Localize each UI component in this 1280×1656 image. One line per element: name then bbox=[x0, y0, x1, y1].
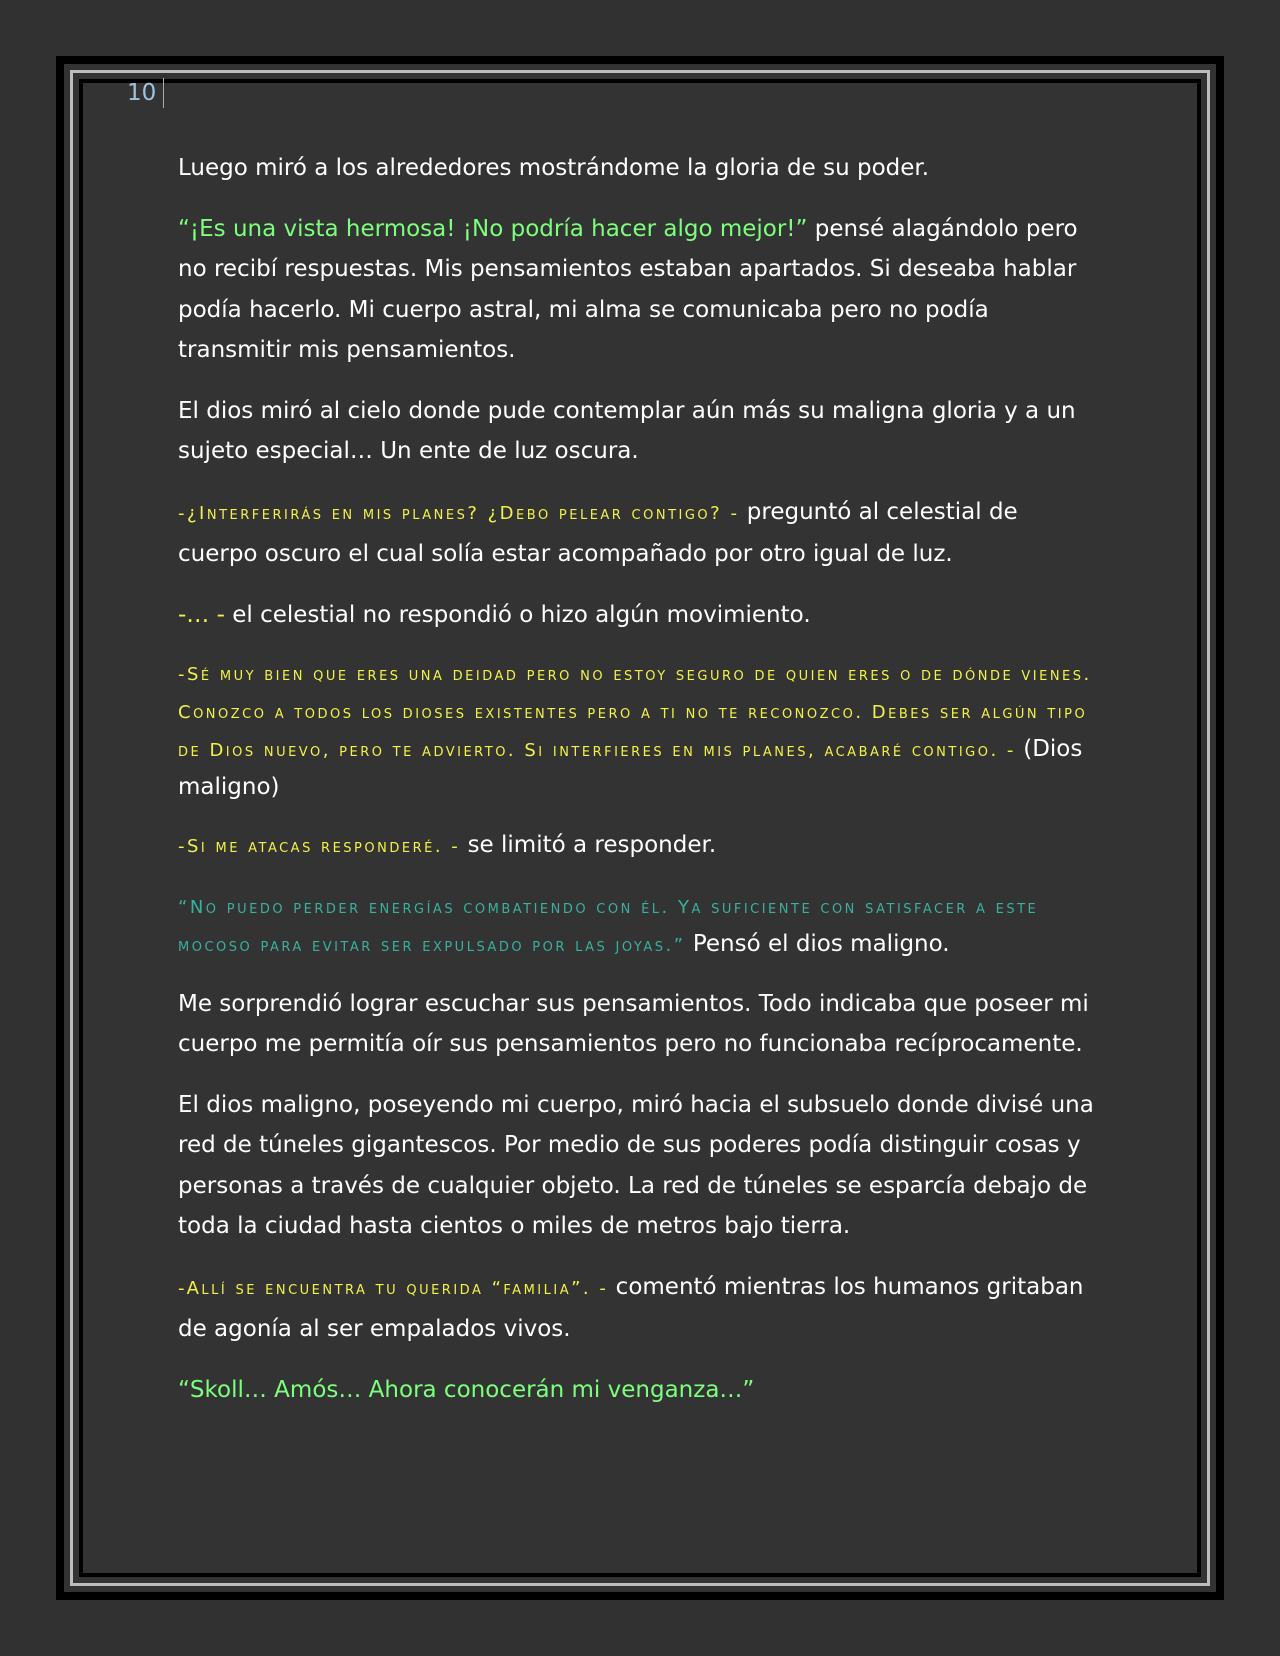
paragraph bbox=[178, 655, 1102, 805]
page-content bbox=[178, 148, 1102, 1430]
narration-text: (Dios maligno) bbox=[178, 736, 1083, 800]
thought-text: “¡Es una vista hermosa! ¡No podría hacer algo mejor!” bbox=[178, 215, 808, 242]
paragraph bbox=[178, 391, 1102, 472]
thought-text: “No puedo perder energías combatiendo con él. Ya suficiente con satisfacer a este mocoso para evitar ser expulsado por las joyas.” bbox=[178, 896, 1039, 956]
paragraph bbox=[178, 209, 1102, 371]
paragraph bbox=[178, 1267, 1102, 1350]
paragraph bbox=[178, 1370, 1102, 1411]
paragraph bbox=[178, 888, 1102, 964]
narration-text: El dios miró al cielo donde pude contemplar aún más su maligna gloria y a un sujeto especial… Un ente de luz oscura. bbox=[178, 397, 1076, 464]
narration-text: El dios maligno, poseyendo mi cuerpo, miró hacia el subsuelo donde divisé una red de túneles gigantescos. Por medio de sus poderes podía distinguir cosas y personas a través de cualquier objeto. La red de túneles se esparcía debajo de toda la ciudad hasta cientos o miles de metros bajo tierra. bbox=[178, 1091, 1094, 1239]
narration-text: pensé alagándolo pero no recibí respuestas. Mis pensamientos estaban apartados. Si deseaba hablar podía hacerlo. Mi cuerpo astral, mi alma se comunicaba pero no podía transmitir mis pensamientos. bbox=[178, 215, 1078, 363]
narration-text: preguntó al celestial de cuerpo oscuro el cual solía estar acompañado por otro igual de luz. bbox=[178, 498, 1018, 567]
dialogue-text: -… - bbox=[178, 601, 225, 628]
narration-text: Luego miró a los alrededores mostrándome la gloria de su poder. bbox=[178, 155, 930, 181]
paragraph bbox=[178, 1085, 1102, 1247]
paragraph bbox=[178, 492, 1102, 575]
dialogue-text: -Si me atacas responderé. - bbox=[178, 836, 461, 857]
dialogue-text: -Allí se encuentra tu querida “familia”. - bbox=[178, 1277, 609, 1299]
narration-text: se limitó a responder. bbox=[460, 832, 717, 858]
paragraph bbox=[178, 825, 1102, 868]
paragraph bbox=[178, 984, 1102, 1065]
thought-text: “Skoll… Amós… Ahora conocerán mi venganza…” bbox=[178, 1376, 755, 1403]
narration-text: Me sorprendió lograr escuchar sus pensamientos. Todo indicaba que poseer mi cuerpo me permitía oír sus pensamientos pero no funcionaba recíprocamente. bbox=[178, 990, 1089, 1057]
dialogue-text: -Sé muy bien que eres una deidad pero no estoy seguro de quien eres o de dónde vienes. Conozco a todos los dioses existentes pero a ti no te reconozco. Debes ser algún tipo de Dios nuevo, pero te advierto. Si interfieres en mis planes, acabaré contigo. - bbox=[178, 664, 1092, 761]
page-number: 10 bbox=[127, 78, 164, 108]
narration-text: comentó mientras los humanos gritaban de agonía al ser empalados vivos. bbox=[178, 1273, 1084, 1342]
narration-text: Pensó el dios maligno. bbox=[685, 930, 950, 957]
paragraph bbox=[178, 148, 1102, 189]
dialogue-text: -¿Interferirás en mis planes? ¿Debo pelear contigo? - bbox=[178, 502, 740, 524]
narration-text: el celestial no respondió o hizo algún movimiento. bbox=[224, 601, 811, 628]
paragraph bbox=[178, 595, 1102, 636]
